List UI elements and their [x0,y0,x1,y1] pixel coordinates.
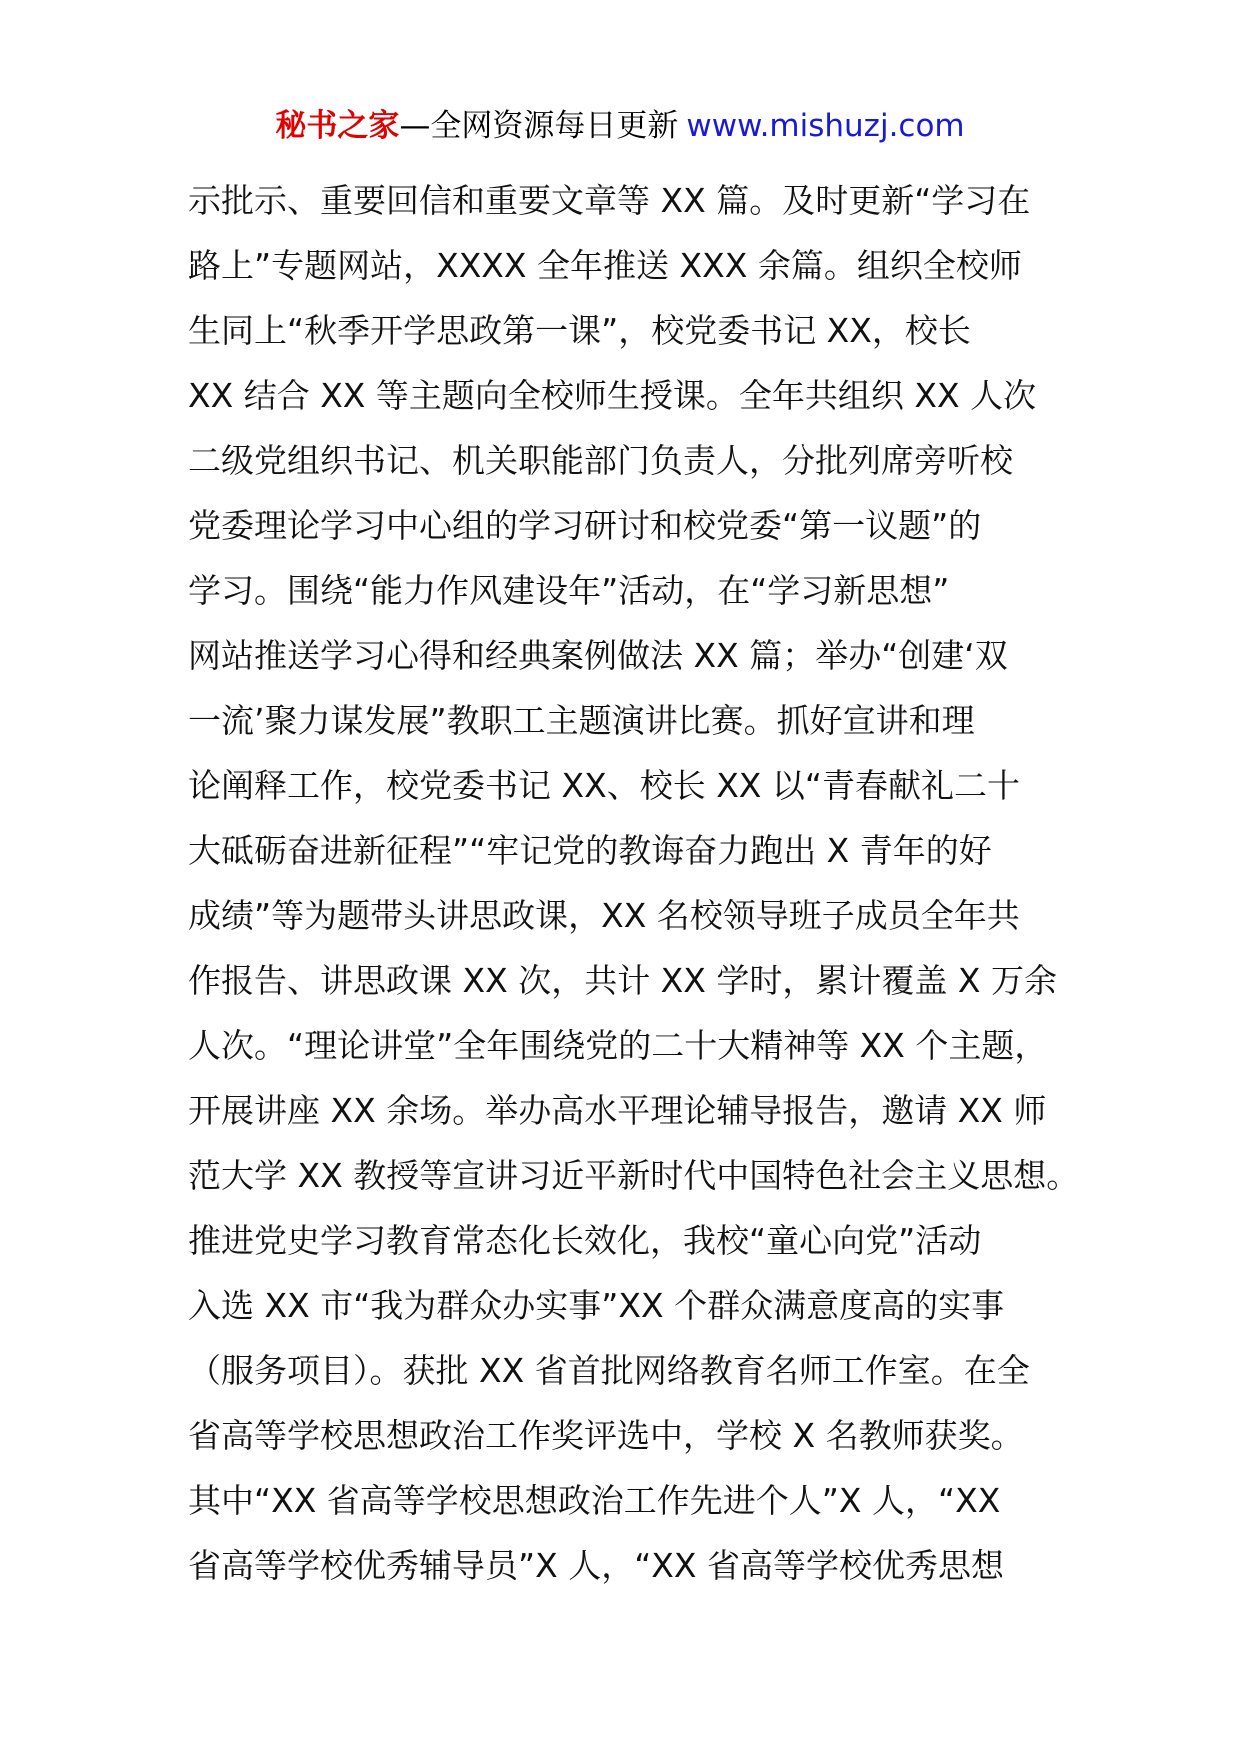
document-body [188,168,1088,1598]
text-line: 论阐释工作，校党委书记 XX、校长 XX 以“青春献礼二十 [188,766,1020,805]
text-line: 大砥砺奋进新征程”“牢记党的教诲奋力跑出 X 青年的好 [188,831,992,870]
text-line: 范大学 XX 教授等宣讲习近平新时代中国特色社会主义思想。 [188,1156,1080,1195]
page-header [0,104,1240,148]
text-line: 人次。“理论讲堂”全年围绕党的二十大精神等 XX 个主题， [188,1026,1048,1065]
text-line: 推进党史学习教育常态化长效化，我校“童心向党”活动 [188,1221,982,1260]
text-line: 省高等学校优秀辅导员”X 人，“XX 省高等学校优秀思想 [188,1546,1004,1585]
text-line: 党委理论学习中心组的学习研讨和校党委“第一议题”的 [188,506,982,545]
header-tagline: —全网资源每日更新 [399,108,679,144]
website-link[interactable]: www.mishuzj.com [686,108,965,144]
text-line: 示批示、重要回信和重要文章等 XX 篇。及时更新“学习在 [188,181,1031,220]
text-line: 成绩”等为题带头讲思政课，XX 名校领导班子成员全年共 [188,896,1020,935]
text-line: 生同上“秋季开学思政第一课”，校党委书记 XX，校长 [188,311,971,350]
brand-name: 秘书之家 [275,108,400,144]
text-line: （服务项目）。获批 XX 省首批网络教育名师工作室。在全 [188,1351,1030,1390]
text-line: 学习。围绕“能力作风建设年”活动，在“学习新思想” [188,571,950,610]
text-line: 网站推送学习心得和经典案例做法 XX 篇；举办“创建‘双 [188,636,1008,675]
text-line: 开展讲座 XX 余场。举办高水平理论辅导报告，邀请 XX 师 [188,1091,1047,1130]
text-line: 路上”专题网站，XXXX 全年推送 XXX 余篇。组织全校师 [188,246,1022,285]
text-line: 作报告、讲思政课 XX 次，共计 XX 学时，累计覆盖 X 万余 [188,961,1057,1000]
text-line: XX 结合 XX 等主题向全校师生授课。全年共组织 XX 人次 [188,376,1037,415]
text-line: 省高等学校思想政治工作奖评选中，学校 X 名教师获奖。 [188,1416,1024,1455]
text-line: 其中“XX 省高等学校思想政治工作先进个人”X 人，“XX [188,1481,1001,1520]
text-line: 一流’聚力谋发展”教职工主题演讲比赛。抓好宣讲和理 [188,701,975,740]
text-line: 二级党组织书记、机关职能部门负责人，分批列席旁听校 [188,441,1013,480]
text-line: 入选 XX 市“我为群众办实事”XX 个群众满意度高的实事 [188,1286,1005,1325]
